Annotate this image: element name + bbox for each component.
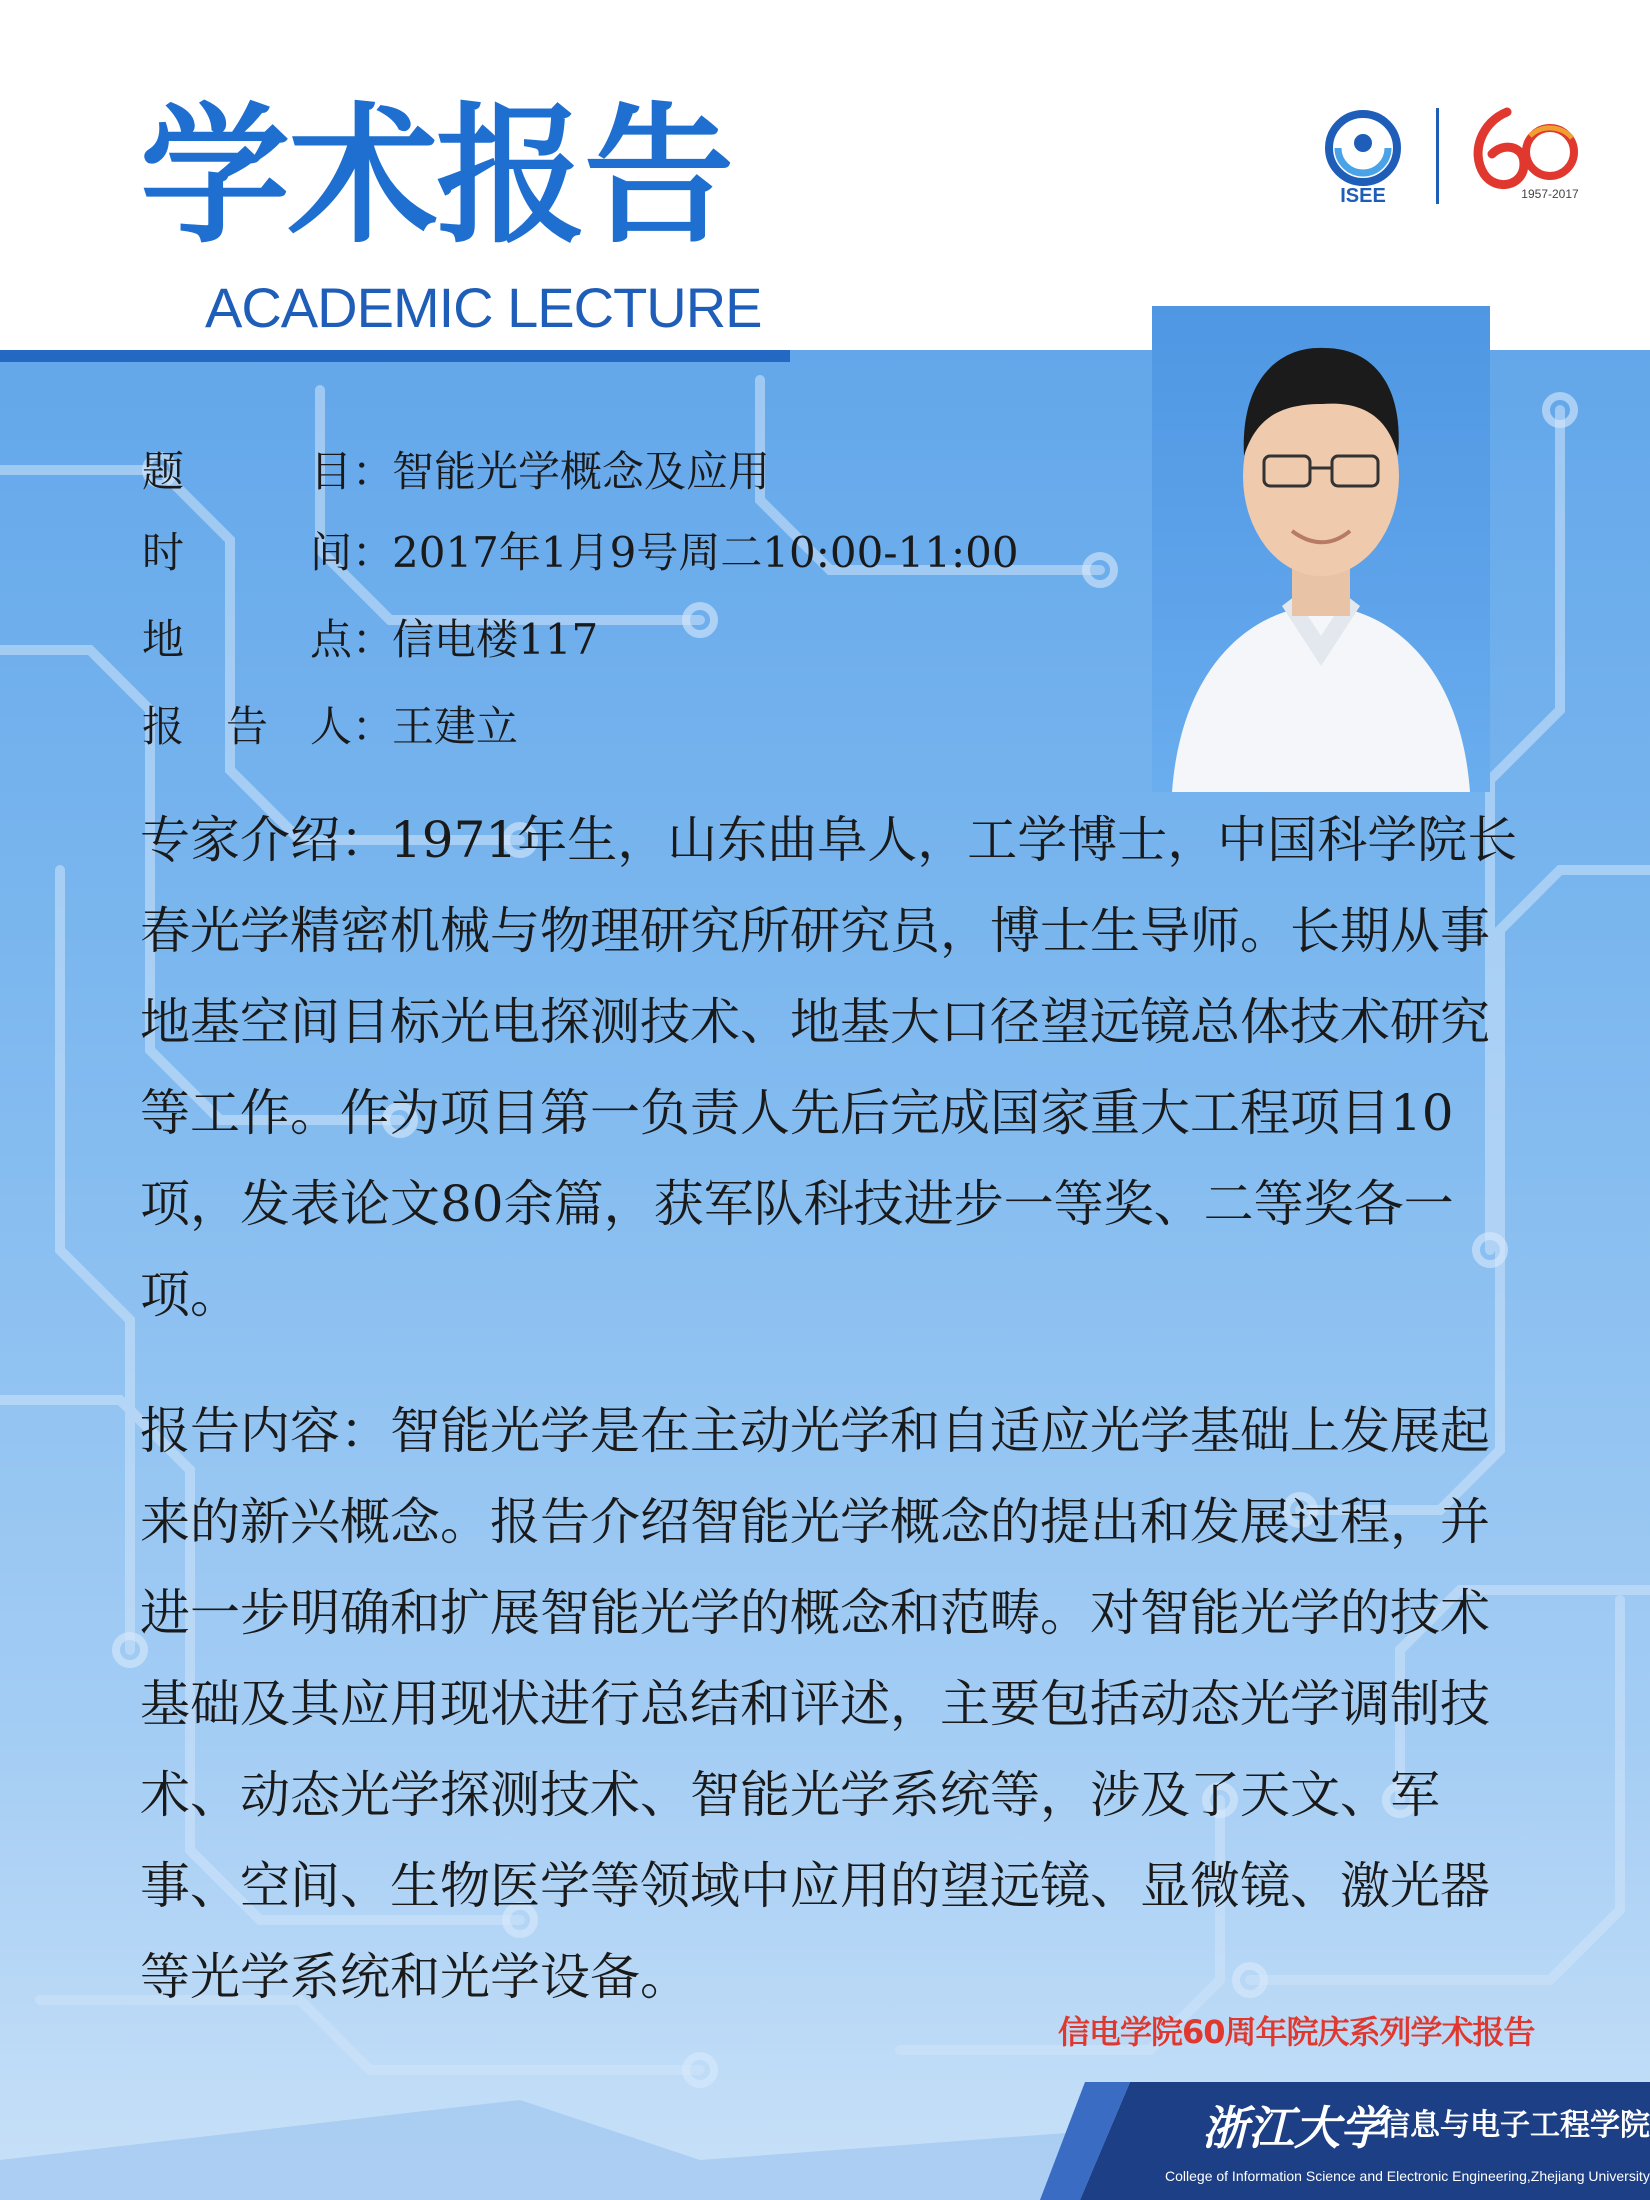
field-label: 报 告 人：: [142, 702, 395, 751]
college-name-cn: 信息与电子工程学院: [1380, 2108, 1650, 2143]
field-label: 时 间：: [142, 528, 395, 577]
series-note: 信电学院60周年院庆系列学术报告: [1058, 2013, 1535, 2051]
field-value: 2017年1月9号周二10:00-11:00: [392, 528, 1019, 577]
header-underline: [0, 350, 790, 362]
speaker-bio: 专家介绍：1971年生，山东曲阜人，工学博士，中国科学院长春光学精密机械与物理研究所研究员，博士生导师。长期从事地基空间目标光电探测技术、地基大口径望远镜总体技术研究等工作。作为项目第一负责人先后完成国家重大工程项目10项，发表论文80余篇，获军队科技进步一等奖、二等奖各一项。: [140, 811, 1518, 1324]
anniversary-60-logo-icon: [1462, 102, 1587, 202]
logo-divider: [1436, 108, 1439, 204]
field-label: 题 目：: [142, 447, 395, 496]
field-time: [142, 527, 1019, 579]
field-speaker: [142, 701, 518, 753]
isee-logo-text: ISEE: [1340, 185, 1386, 205]
field-label: 地 点：: [142, 615, 395, 664]
speaker-photo: [1152, 306, 1490, 792]
speaker-portrait-icon: [1152, 306, 1490, 792]
field-location: [142, 614, 598, 666]
university-name: 浙江大学: [1202, 2101, 1386, 2155]
lecture-abstract: 报告内容：智能光学是在主动光学和自适应光学基础上发展起来的新兴概念。报告介绍智能光学概念的提出和发展过程，并进一步明确和扩展智能光学的概念和范畴。对智能光学的技术基础及其应用现状进行总结和评述，主要包括动态光学调制技术、动态光学探测技术、智能光学系统等，涉及了天文、军事、空间、生物医学等领域中应用的望远镜、显微镜、激光器等光学系统和光学设备。: [140, 1402, 1490, 2006]
page-title: 学术报告: [140, 90, 733, 264]
field-value: 信电楼117: [392, 615, 599, 664]
anniversary-years-text: 1957-2017: [1521, 187, 1579, 201]
college-name-en: College of Information Science and Electronic Engineering,Zhejiang University: [1165, 2168, 1650, 2184]
page-subtitle: ACADEMIC LECTURE: [205, 276, 762, 339]
field-value: 智能光学概念及应用: [392, 447, 771, 496]
isee-logo-icon: [1318, 110, 1408, 205]
field-value: 王建立: [392, 702, 519, 751]
field-topic: [142, 446, 770, 498]
